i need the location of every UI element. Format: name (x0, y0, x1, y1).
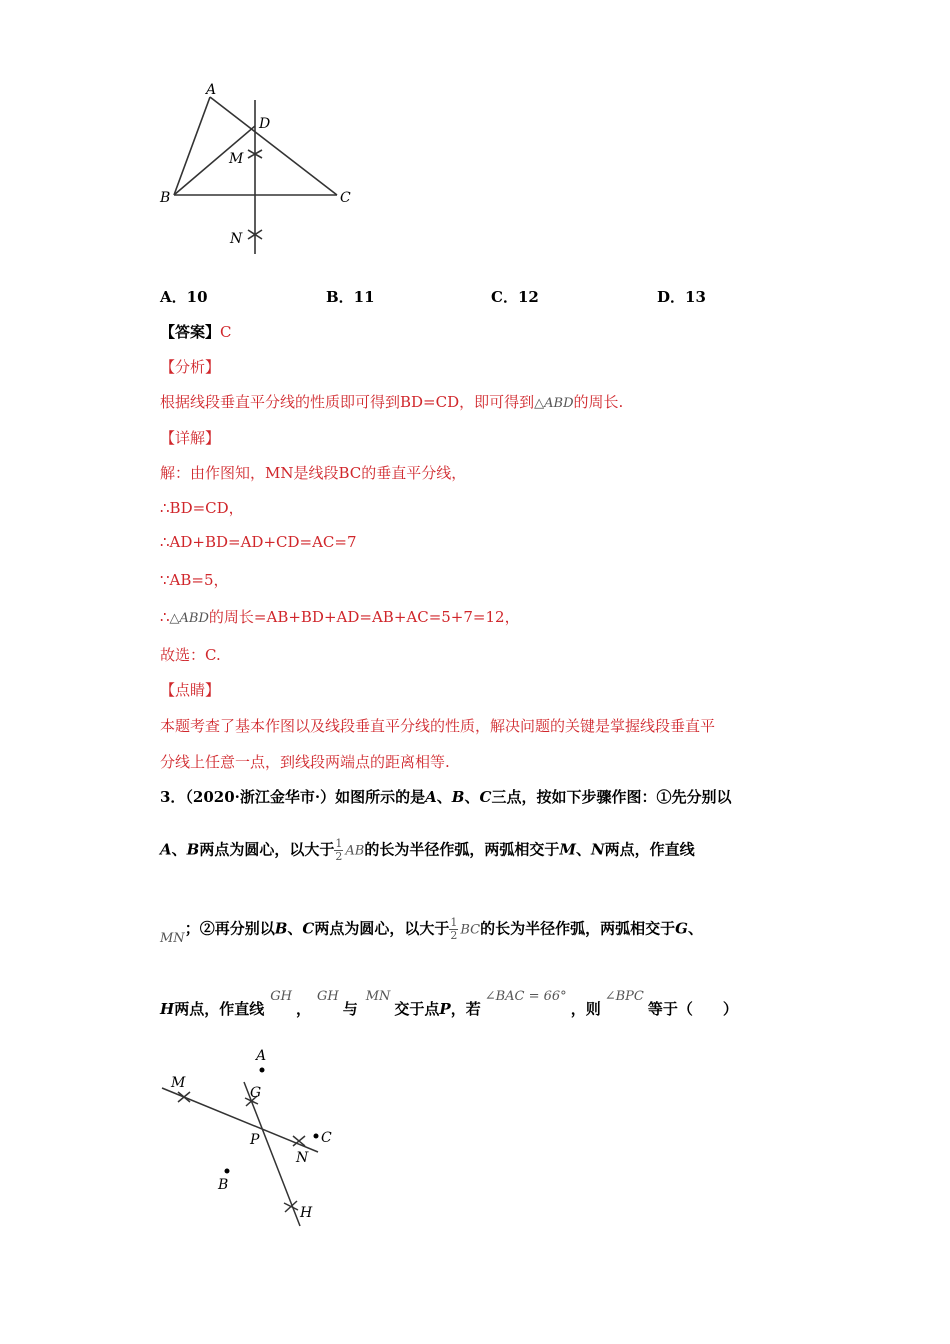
label-a: A (256, 1048, 267, 1064)
label-m: M (229, 151, 244, 167)
label-h: H (300, 1205, 313, 1221)
fraction-half (449, 917, 458, 942)
detail-line-4: ∵AB=5， (160, 571, 229, 589)
detail-line-5-suffix: 的周长=AB+BD+AD=AB+AC=5+7=12， (208, 608, 520, 626)
q3-point-b: B (186, 840, 200, 859)
label-p: P (250, 1132, 260, 1148)
q3-text: 两点为圆心，以大于 (199, 840, 335, 859)
q3-text: 等于（ ） (647, 1000, 738, 1018)
q3-sep: 、 (575, 840, 591, 859)
q3-sep: 、 (687, 919, 703, 938)
q3-text: 两点为圆心，以大于 (314, 919, 450, 938)
segment-ac (210, 97, 337, 195)
q3-sep: ， (295, 1000, 311, 1018)
fraction-numerator: 1 (450, 916, 458, 929)
triangle-figure (150, 75, 360, 260)
answer-tag: 【答案】 (160, 323, 221, 341)
math-gh: GH (316, 989, 339, 1004)
detail-line-6: 故选：C. (160, 646, 221, 664)
math-bc: BC (460, 922, 481, 938)
q3-point-c: C (479, 788, 492, 806)
question-3-line-4 (160, 989, 738, 1019)
option-a[interactable]: A．10 (160, 288, 208, 306)
analysis-text (160, 391, 623, 412)
q3-point-g: G (675, 919, 688, 938)
q3-text: 与 (342, 1000, 358, 1018)
label-m: M (171, 1075, 186, 1091)
option-c[interactable]: C．12 (491, 288, 539, 306)
detail-line-2: ∴BD=CD， (160, 499, 244, 517)
label-c: C (340, 190, 351, 206)
point-b-dot (225, 1169, 230, 1174)
q3-sep: 、 (171, 840, 187, 859)
label-b: B (160, 190, 171, 206)
analysis-math: △ABD (534, 396, 574, 411)
q3-text: ，若 (450, 1000, 481, 1018)
analysis-tag: 【分析】 (160, 358, 221, 376)
math-ab: AB (345, 843, 365, 859)
analysis-text-before: 根据线段垂直平分线的性质即可得到BD=CD，即可得到 (160, 393, 535, 411)
detail-line-3: ∴AD+BD=AD+CD=AC=7 (160, 533, 357, 551)
label-g: G (250, 1085, 262, 1101)
math-angle-bac: ∠BAC = 66° (484, 989, 567, 1004)
question-3-line-3 (160, 916, 703, 946)
q3-point-m: M (559, 840, 576, 859)
label-n: N (296, 1150, 309, 1166)
q3-text: 两点，作直线 (604, 840, 695, 859)
q3-sep: 、 (436, 788, 452, 806)
q3-intro: 3．（2020·浙江金华市·）如图所示的是 (160, 788, 426, 806)
label-d: D (259, 116, 271, 132)
q3-point-a: A (425, 788, 437, 806)
label-c: C (321, 1130, 332, 1146)
fraction-denominator: 2 (450, 929, 458, 942)
construction-figure (150, 1040, 350, 1235)
q3-point-n: N (590, 840, 605, 859)
q3-sep: 、 (464, 788, 480, 806)
math-gh: GH (270, 989, 292, 1004)
q3-text: 的长为半径作弧，两弧相交于 (480, 919, 676, 938)
detail-line-5-math: △ABD (169, 611, 209, 626)
math-mn: MN (160, 930, 185, 946)
detail-tag: 【详解】 (160, 429, 221, 447)
label-n: N (230, 231, 243, 247)
option-d[interactable]: D．13 (657, 288, 706, 306)
point-c-dot (314, 1134, 319, 1139)
q3-point-b: B (274, 919, 288, 938)
q3-point-c: C (302, 919, 315, 938)
question-3-line-2 (160, 838, 695, 863)
detail-line-1: 解：由作图知，MN是线段BC的垂直平分线， (160, 464, 467, 482)
q3-point-b: B (451, 788, 465, 806)
q3-point-a: A (160, 840, 172, 859)
q3-text: 交于点 (394, 1000, 440, 1018)
detail-line-5-prefix: ∴ (160, 608, 170, 626)
q3-text: 两点，作直线 (174, 1000, 265, 1018)
math-angle-bpc: ∠BPC (604, 989, 644, 1004)
detail-line-5 (160, 606, 520, 627)
q3-text: 三点，按如下步骤作图：①先分别以 (491, 788, 732, 806)
fraction-numerator: 1 (335, 837, 343, 850)
comment-line-2: 分线上任意一点，到线段两端点的距离相等. (160, 753, 450, 771)
label-b: B (218, 1177, 229, 1193)
q3-point-h: H (160, 1000, 175, 1018)
option-b[interactable]: B．11 (326, 288, 375, 306)
answer-value: C (220, 323, 232, 341)
q3-text: 的长为半径作弧，两弧相交于 (364, 840, 560, 859)
comment-line-1: 本题考查了基本作图以及线段垂直平分线的性质，解决问题的关键是掌握线段垂直平 (160, 717, 716, 735)
label-a: A (206, 82, 217, 98)
question-3-line-1 (160, 786, 731, 807)
q3-text: ；②再分别以 (184, 919, 275, 938)
comment-tag: 【点睛】 (160, 681, 221, 699)
point-a-dot (260, 1068, 265, 1073)
line-gh (244, 1082, 300, 1226)
math-mn: MN (365, 989, 391, 1004)
fraction-denominator: 2 (335, 850, 343, 863)
analysis-text-after: 的周长. (573, 393, 624, 411)
q3-text: ，则 (570, 1000, 601, 1018)
fraction-half (334, 838, 343, 863)
q3-point-p: P (439, 1000, 451, 1018)
q3-sep: 、 (287, 919, 303, 938)
arc-mark-m (178, 1092, 190, 1102)
answer-line (160, 321, 232, 342)
